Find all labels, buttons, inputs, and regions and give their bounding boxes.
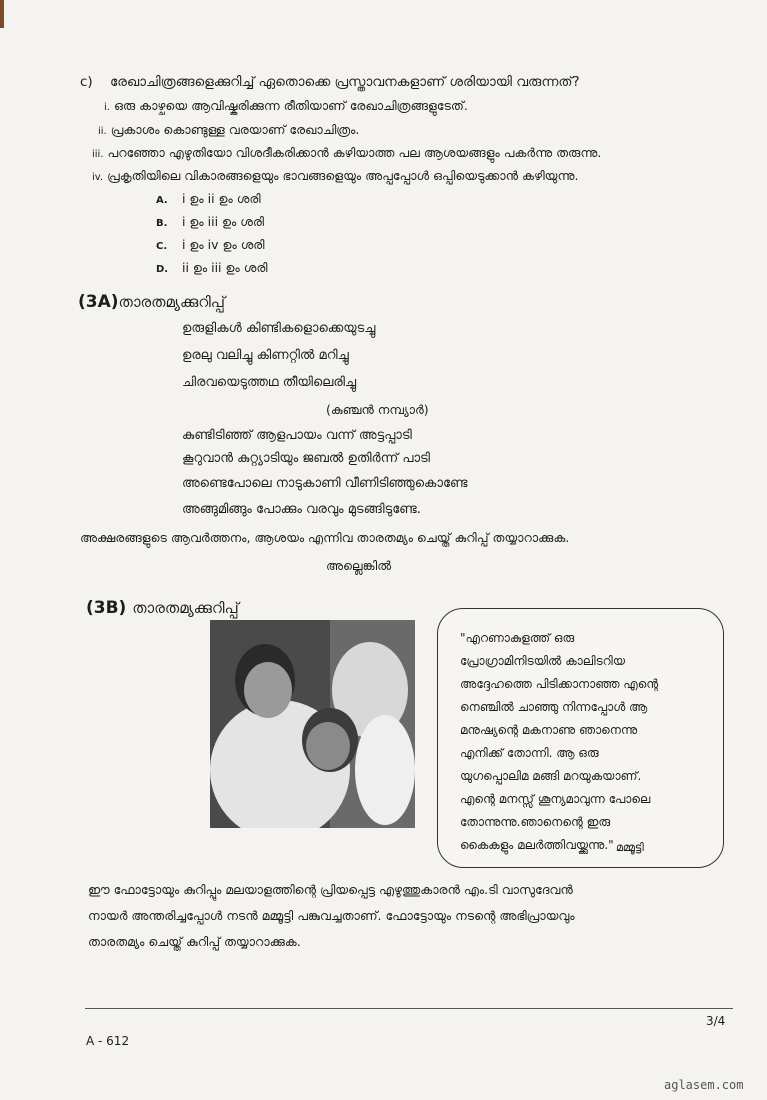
q3a-number: (3A) — [78, 292, 119, 312]
poem-line: കുണ്ടിടിഞ്ഞ് ആളപായം വന്ന് അട്ടപ്പാടി — [182, 428, 412, 443]
option-c — [156, 237, 264, 253]
footer-divider — [85, 1008, 733, 1009]
option-letter: B. — [156, 218, 168, 229]
poet-name: (കുഞ്ചൻ നമ്പ്യാർ) — [326, 402, 429, 417]
poem-line: അണ്ടെപോലെ നാടുകാണി വീണിടിഞ്ഞുകൊണ്ടേ — [182, 476, 468, 491]
statement-num: i. — [104, 102, 110, 113]
statement-text: ഒരു കാഴ്ചയെ ആവിഷ്കരിക്കുന്ന രീതിയാണ് രേഖാചിത്രങ്ങളുടേത്. — [113, 98, 468, 113]
option-a — [156, 191, 261, 207]
page-edge-mark — [0, 0, 4, 28]
paper-code: A - 612 — [86, 1034, 130, 1048]
quote-line: "എറണാകുളത്ത് ഒരു — [460, 631, 575, 645]
statement-row — [92, 145, 601, 161]
quote-line: എനിക്ക് തോന്നി. ആ ഒരു — [460, 746, 599, 760]
quote-line: കൈകളും മലർത്തിവയ്ക്കുന്നു." — [460, 838, 614, 852]
statement-row — [98, 122, 359, 138]
option-letter: C. — [156, 241, 168, 252]
q3a-heading — [78, 292, 225, 312]
option-text: i ഉം iv ഉം ശരി — [181, 237, 265, 252]
quote-box — [437, 608, 724, 868]
photo-illustration — [210, 620, 415, 828]
quote-line: തോന്നുന്നു.ഞാനെന്റെ ഇരു — [460, 815, 611, 829]
question-c-text: രേഖാചിത്രങ്ങളെക്കുറിച്ച് ഏതൊക്കെ പ്രസ്താവനകളാണ് ശരിയായി വരുന്നത്? — [110, 74, 580, 90]
q3b-heading — [86, 598, 239, 618]
option-text: ii ഉം iii ഉം ശരി — [181, 260, 268, 275]
statement-text: പറഞ്ഞോ എഴുതിയോ വിശദീകരിക്കാൻ കഴിയാത്ത പല ആശയങ്ങളും പകർന്നു തരുന്നു. — [107, 145, 602, 160]
photo-mt-mammootty — [210, 620, 415, 828]
poem-line: ഉരലു വലിച്ചു കിണറ്റിൽ മറിച്ചു — [182, 348, 349, 363]
quote-line: പ്രോഗ്രാമിനിടയിൽ കാലിടറിയ — [460, 654, 625, 668]
option-letter: D. — [156, 264, 169, 275]
quote-line: മനുഷ്യന്റെ മകനാണു ഞാനെന്നു — [460, 723, 638, 737]
quote-author: മമ്മൂട്ടി — [616, 841, 644, 854]
option-text: i ഉം iii ഉം ശരി — [181, 214, 265, 229]
statement-num: iii. — [92, 149, 104, 160]
page-number: 3/4 — [706, 1014, 726, 1028]
statement-row — [104, 98, 468, 114]
q3b-instruction-line: നായർ അന്തരിച്ചപ്പോൾ നടൻ മമ്മൂട്ടി പങ്കുവച്ചതാണ്. ഫോട്ടോയും നടന്റെ അഭിപ്രായവും — [88, 908, 575, 923]
poem-line: ചിരവയെടുത്തഥ തീയിലെരിച്ചു — [182, 375, 357, 390]
quote-line: എന്റെ മനസ്സ് ശൂന്യമാവുന്ന പോലെ — [460, 792, 651, 806]
poem-line: ഉരുളികൾ കിണ്ടികളൊക്കെയുടച്ചു — [182, 321, 376, 336]
or-separator: അല്ലെങ്കിൽ — [326, 558, 392, 573]
quote-line: നെഞ്ചിൽ ചാഞ്ഞു നിന്നപ്പോൾ ആ — [460, 700, 648, 714]
q3b-number: (3B) — [86, 598, 127, 618]
statement-text: പ്രകാശം കൊണ്ടുള്ള വരയാണ് രേഖാചിത്രം. — [110, 122, 360, 137]
q3b-title: താരതമ്യക്കുറിപ്പ് — [132, 599, 239, 617]
q3a-title: താരതമ്യക്കുറിപ്പ് — [118, 293, 225, 311]
poem-line: അങ്ങുമിങ്ങും പോക്കും വരവും മുടങ്ങിടുണ്ടേ. — [182, 502, 421, 517]
question-c-marker: c) — [80, 74, 93, 90]
statement-num: ii. — [98, 126, 107, 137]
option-text: i ഉം ii ഉം ശരി — [181, 191, 261, 206]
q3b-instruction-line: താരതമ്യം ചെയ്ത് കുറിപ്പ് തയ്യാറാക്കുക. — [88, 934, 301, 949]
option-letter: A. — [156, 195, 168, 206]
quote-line: യുഗപ്പൊലിമ മങ്ങി മറയുകയാണ്. — [460, 769, 642, 783]
option-d — [156, 260, 268, 276]
statement-row — [92, 168, 578, 184]
poem-line: കൂറുവാൻ കുറ്റ്യാടിയും ജബൽ ഉതിർന്ന് പാടി — [182, 451, 430, 466]
option-b — [156, 214, 264, 230]
statement-num: iv. — [92, 172, 104, 183]
watermark: aglasem.com — [664, 1078, 744, 1092]
q3b-instruction-line: ഈ ഫോട്ടോയും കുറിപ്പും മലയാളത്തിന്റെ പ്രിയപ്പെട്ട എഴുത്തുകാരൻ എം.ടി വാസുദേവൻ — [88, 882, 573, 897]
statement-text: പ്രകൃതിയിലെ വികാരങ്ങളെയും ഭാവങ്ങളെയും അപ്പപ്പോൾ ഒപ്പിയെടുക്കാൻ കഴിയുന്നു. — [107, 168, 579, 183]
q3a-instruction: അക്ഷരങ്ങളുടെ ആവർത്തനം, ആശയം എന്നിവ താരതമ്യം ചെയ്ത് കുറിപ്പ് തയ്യാറാക്കുക. — [80, 530, 570, 545]
quote-line: അദ്ദേഹത്തെ പിടിക്കാനാഞ്ഞ എന്റെ — [460, 677, 659, 691]
